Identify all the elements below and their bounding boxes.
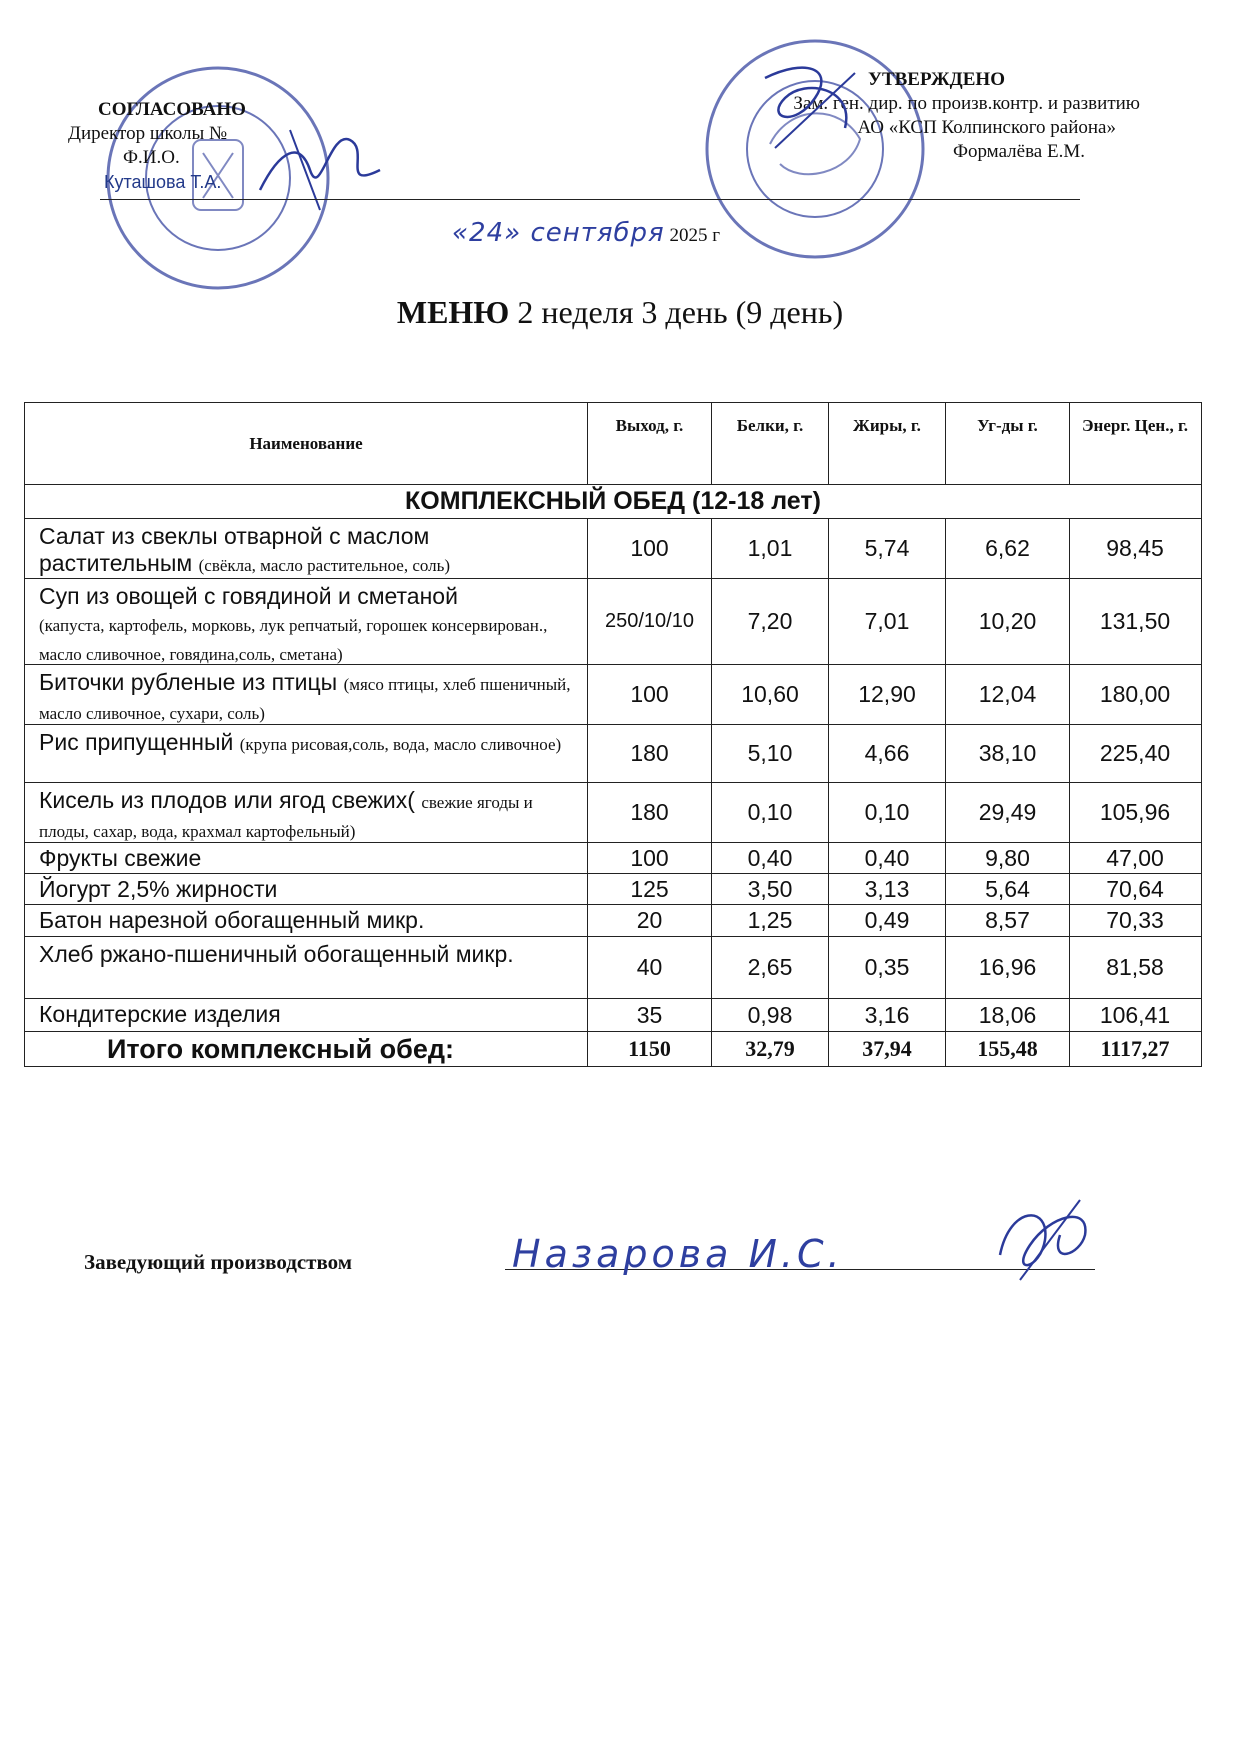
dish-ingredients: (мясо птицы, хлеб пшеничный, масло сливочное, сухари, соль) [39, 675, 571, 723]
protein-cell: 5,10 [711, 725, 828, 782]
protein-cell: 3,50 [711, 874, 828, 904]
table-row [25, 874, 1201, 905]
page-title [0, 294, 1240, 331]
header-underline [100, 199, 1080, 200]
footer-scribble [990, 1195, 1100, 1285]
output-cell: 180 [587, 725, 711, 782]
protein-cell: 2,65 [711, 937, 828, 998]
approval-left-line1: Директор школы № [68, 123, 228, 144]
table-row [25, 999, 1201, 1032]
energy-cell: 70,64 [1069, 874, 1200, 904]
title-rest: 2 неделя 3 день (9 день) [517, 294, 844, 330]
carbs-cell: 6,62 [945, 519, 1069, 578]
section-row [25, 485, 1201, 519]
dish-name: Кондитерские изделия [39, 1001, 281, 1027]
output-cell: 100 [587, 665, 711, 724]
carbs-cell: 8,57 [945, 905, 1069, 936]
approval-right-line2: АО «КСП Колпинского района» [857, 117, 1116, 138]
dish-name: Кисель из плодов или ягод свежих( [39, 787, 415, 813]
table-row [25, 665, 1201, 725]
energy-cell: 180,00 [1069, 665, 1200, 724]
approval-left-title: СОГЛАСОВАНО [98, 99, 246, 120]
protein-cell: 10,60 [711, 665, 828, 724]
total-carbs: 155,48 [945, 1032, 1069, 1066]
carbs-cell: 5,64 [945, 874, 1069, 904]
header-name: Наименование [249, 433, 363, 453]
approval-right-line3: Формалёва Е.М. [952, 141, 1085, 162]
date-handwritten: «24» сентября [452, 218, 665, 248]
output-cell: 40 [587, 937, 711, 998]
protein-cell: 1,01 [711, 519, 828, 578]
approval-left-line2: Ф.И.О. [123, 147, 180, 168]
total-row [25, 1032, 1201, 1066]
dish-name: Батон нарезной обогащенный микр. [39, 907, 425, 933]
dish-name-cell [25, 665, 587, 724]
dish-name-cell [25, 579, 587, 664]
fat-cell: 0,35 [828, 937, 945, 998]
approval-right-title: УТВЕРЖДЕНО [868, 69, 1005, 90]
fat-cell: 0,10 [828, 783, 945, 842]
total-energy: 1117,27 [1069, 1032, 1200, 1066]
section-title: КОМПЛЕКСНЫЙ ОБЕД (12-18 лет) [405, 487, 821, 515]
carbs-cell: 18,06 [945, 999, 1069, 1031]
table-row [25, 519, 1201, 579]
header-protein: Белки, г. [711, 403, 828, 484]
table-row [25, 725, 1201, 783]
output-cell: 250/10/10 [587, 579, 711, 664]
dish-ingredients: (свёкла, масло растительное, соль) [198, 556, 451, 575]
title-bold: МЕНЮ [396, 294, 510, 330]
header-energy: Энерг. Цен., г. [1069, 403, 1200, 484]
energy-cell: 81,58 [1069, 937, 1200, 998]
carbs-cell: 16,96 [945, 937, 1069, 998]
output-cell: 125 [587, 874, 711, 904]
protein-cell: 7,20 [711, 579, 828, 664]
energy-cell: 106,41 [1069, 999, 1200, 1031]
output-cell: 180 [587, 783, 711, 842]
total-output: 1150 [587, 1032, 711, 1066]
header-output: Выход, г. [587, 403, 711, 484]
dish-name-cell [25, 725, 587, 782]
fat-cell: 5,74 [828, 519, 945, 578]
output-cell: 100 [587, 519, 711, 578]
table-row [25, 783, 1201, 843]
energy-cell: 105,96 [1069, 783, 1200, 842]
table-header-row [25, 403, 1201, 485]
approval-date [452, 218, 720, 248]
fat-cell: 7,01 [828, 579, 945, 664]
header-fat: Жиры, г. [828, 403, 945, 484]
menu-table [24, 402, 1202, 1067]
energy-cell: 131,50 [1069, 579, 1200, 664]
carbs-cell: 12,04 [945, 665, 1069, 724]
fat-cell: 3,16 [828, 999, 945, 1031]
dish-name: Биточки рубленые из птицы [39, 669, 338, 695]
header-carbs: Уг-ды г. [945, 403, 1069, 484]
fat-cell: 0,49 [828, 905, 945, 936]
protein-cell: 0,40 [711, 843, 828, 873]
dish-name: Хлеб ржано-пшеничный обогащенный микр. [39, 941, 514, 967]
fat-cell: 0,40 [828, 843, 945, 873]
carbs-cell: 38,10 [945, 725, 1069, 782]
dish-ingredients: свежие ягоды и плоды, сахар, вода, крахмал картофельный) [39, 793, 533, 841]
output-cell: 100 [587, 843, 711, 873]
dish-name: Рис припущенный [39, 729, 234, 755]
dish-name: Суп из овощей с говядиной и сметаной [39, 583, 458, 609]
dish-name: Йогурт 2,5% жирности [39, 876, 278, 902]
dish-name-cell [25, 937, 587, 998]
energy-cell: 98,45 [1069, 519, 1200, 578]
protein-cell: 0,10 [711, 783, 828, 842]
approval-right-line1: Зам. ген. дир. по произв.контр. и развитию [793, 93, 1140, 114]
energy-cell: 47,00 [1069, 843, 1200, 873]
dish-name-cell [25, 519, 587, 578]
energy-cell: 225,40 [1069, 725, 1200, 782]
dish-name-cell [25, 874, 587, 904]
protein-cell: 0,98 [711, 999, 828, 1031]
total-protein: 32,79 [711, 1032, 828, 1066]
table-row [25, 579, 1201, 665]
table-row [25, 843, 1201, 874]
protein-cell: 1,25 [711, 905, 828, 936]
dish-ingredients: (крупа рисовая,соль, вода, масло сливочное) [239, 735, 562, 754]
dish-name: Фрукты свежие [39, 845, 202, 871]
fat-cell: 3,13 [828, 874, 945, 904]
left-signature [250, 110, 390, 220]
footer-signature: Назарова И.С. [512, 1232, 844, 1276]
carbs-cell: 10,20 [945, 579, 1069, 664]
total-label: Итого комплексный обед: [107, 1033, 454, 1064]
approval-right-block [670, 68, 1140, 164]
energy-cell: 70,33 [1069, 905, 1200, 936]
carbs-cell: 29,49 [945, 783, 1069, 842]
footer-label: Заведующий производством [84, 1250, 353, 1274]
output-cell: 35 [587, 999, 711, 1031]
total-fat: 37,94 [828, 1032, 945, 1066]
date-year: 2025 г [669, 225, 720, 246]
dish-name-cell [25, 843, 587, 873]
carbs-cell: 9,80 [945, 843, 1069, 873]
approval-left-line3: Куташова Т.А. [104, 172, 222, 192]
dish-name-cell [25, 783, 587, 842]
dish-name: Салат из свеклы отварной с маслом растительным [39, 523, 430, 576]
fat-cell: 4,66 [828, 725, 945, 782]
right-signature [745, 58, 875, 158]
table-row [25, 905, 1201, 937]
dish-ingredients: (капуста, картофель, морковь, лук репчатый, горошек консервирован., масло сливочное, говядина,соль, сметана) [39, 616, 548, 664]
fat-cell: 12,90 [828, 665, 945, 724]
output-cell: 20 [587, 905, 711, 936]
dish-name-cell [25, 905, 587, 936]
dish-name-cell [25, 999, 587, 1031]
table-row [25, 937, 1201, 999]
